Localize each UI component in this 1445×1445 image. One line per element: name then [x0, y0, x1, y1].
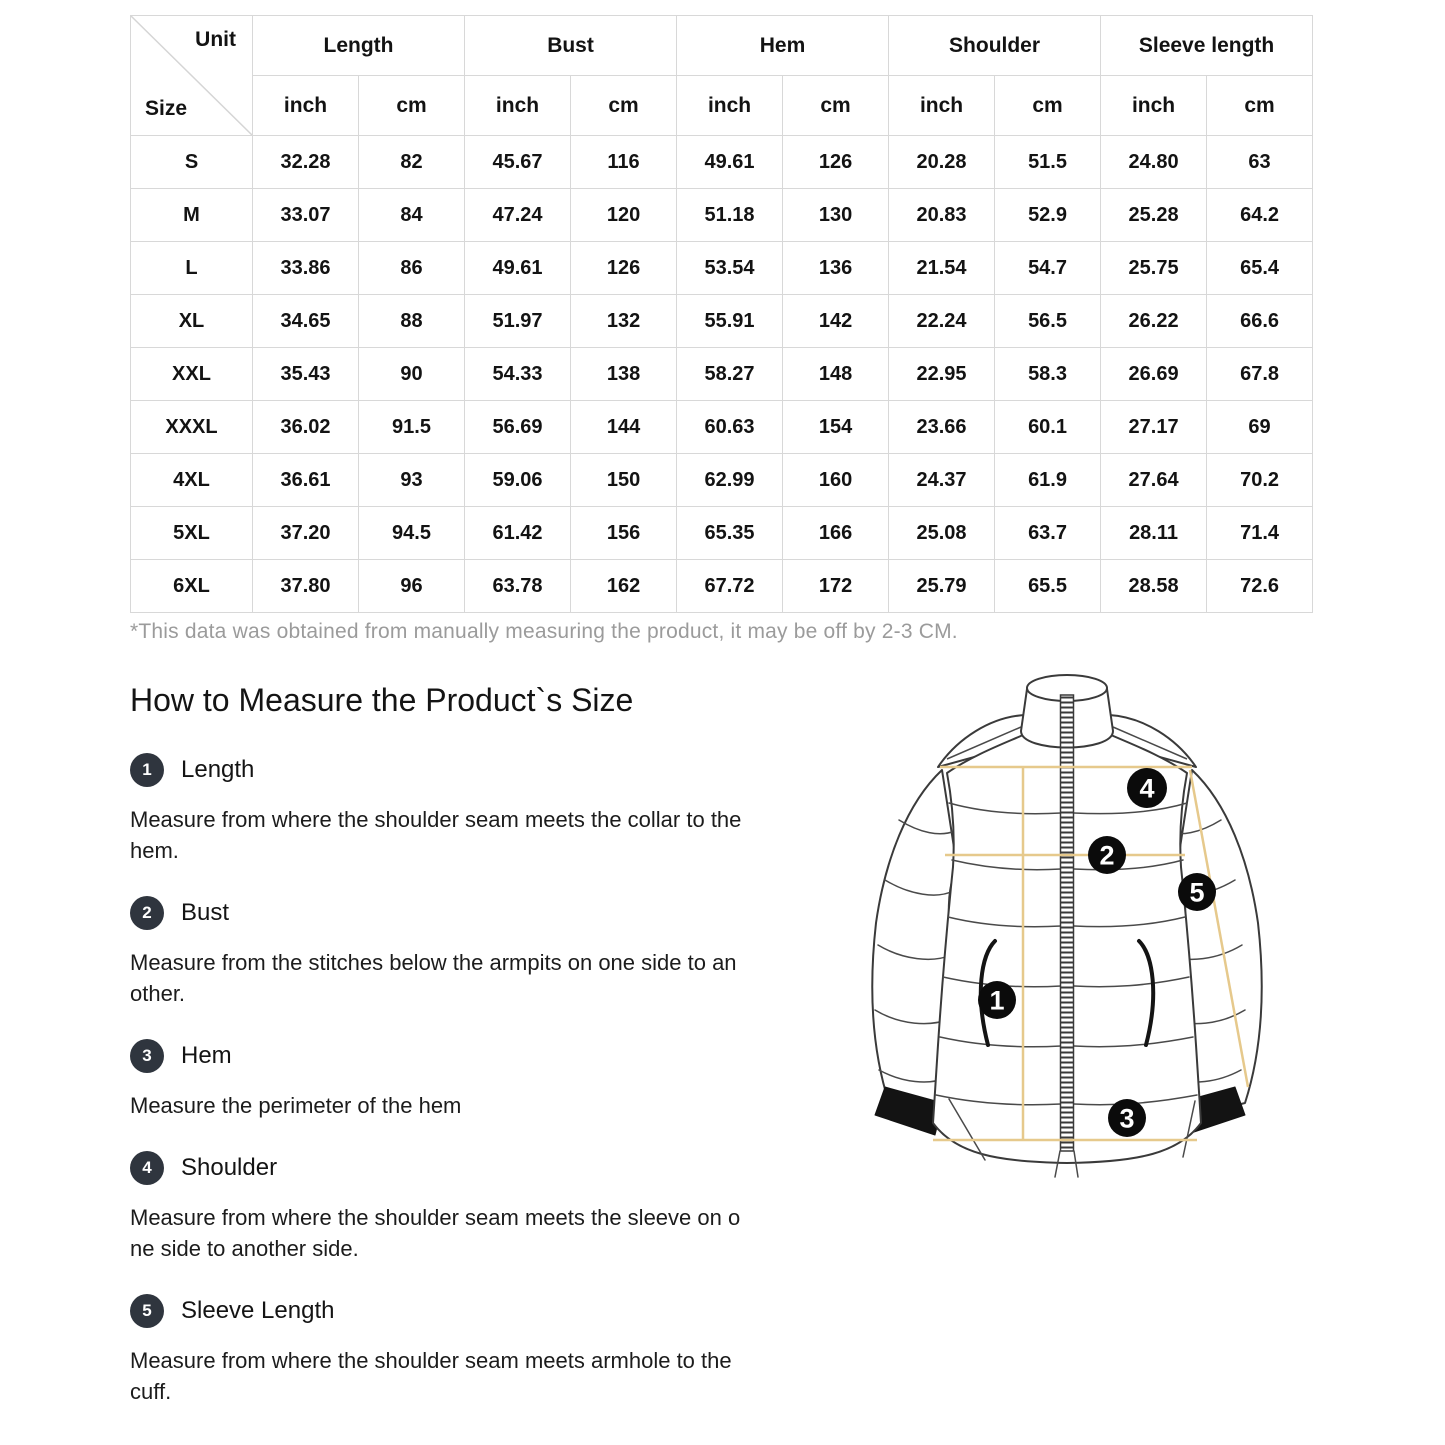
size-label: 4XL [131, 454, 253, 507]
table-cell: 60.63 [677, 401, 783, 454]
marker-2 [1088, 836, 1126, 874]
table-cell: 27.17 [1101, 401, 1207, 454]
unit-header: cm [995, 76, 1101, 136]
table-cell: 148 [783, 348, 889, 401]
table-cell: 82 [359, 136, 465, 189]
table-cell: 70.2 [1207, 454, 1313, 507]
size-label: 5XL [131, 507, 253, 560]
marker-3 [1108, 1099, 1146, 1137]
size-chart [130, 15, 1312, 613]
table-cell: 34.65 [253, 295, 359, 348]
measure-guide-list [130, 753, 795, 1437]
list-item [130, 1151, 795, 1264]
measurement-disclaimer: *This data was obtained from manually measuring the product, it may be off by 2-3 CM. [130, 620, 958, 643]
table-cell: 25.79 [889, 560, 995, 613]
table-cell: 138 [571, 348, 677, 401]
item-header [130, 1294, 795, 1328]
table-cell: 35.43 [253, 348, 359, 401]
item-header [130, 896, 795, 930]
table-cell: 93 [359, 454, 465, 507]
corner-unit-label: Unit [195, 28, 236, 51]
number-badge: 4 [130, 1151, 164, 1185]
unit-header: cm [571, 76, 677, 136]
table-cell: 67.8 [1207, 348, 1313, 401]
table-cell: 21.54 [889, 242, 995, 295]
table-cell: 28.11 [1101, 507, 1207, 560]
size-label: XL [131, 295, 253, 348]
table-cell: 55.91 [677, 295, 783, 348]
table-cell: 58.3 [995, 348, 1101, 401]
table-cell: 86 [359, 242, 465, 295]
table-cell: 37.20 [253, 507, 359, 560]
unit-header: inch [465, 76, 571, 136]
table-cell: 156 [571, 507, 677, 560]
table-row [131, 454, 1313, 507]
table-row [131, 295, 1313, 348]
table-cell: 23.66 [889, 401, 995, 454]
table-row [131, 189, 1313, 242]
table-cell: 65.5 [995, 560, 1101, 613]
zipper [1061, 695, 1074, 1151]
item-header [130, 753, 795, 787]
table-row [131, 136, 1313, 189]
table-cell: 63.78 [465, 560, 571, 613]
table-cell: 96 [359, 560, 465, 613]
unit-header: cm [1207, 76, 1313, 136]
svg-text:5: 5 [1189, 877, 1205, 908]
unit-header: inch [677, 76, 783, 136]
item-header [130, 1039, 795, 1073]
table-cell: 166 [783, 507, 889, 560]
list-item [130, 753, 795, 866]
marker-5 [1178, 873, 1216, 911]
table-cell: 32.28 [253, 136, 359, 189]
marker-1 [978, 981, 1016, 1019]
table-cell: 91.5 [359, 401, 465, 454]
table-cell: 136 [783, 242, 889, 295]
table-cell: 33.86 [253, 242, 359, 295]
item-description: Measure from the stitches below the armpits on one side to an other. [130, 950, 737, 1006]
list-item [130, 896, 795, 1009]
table-cell: 120 [571, 189, 677, 242]
table-cell: 51.97 [465, 295, 571, 348]
table-cell: 126 [571, 242, 677, 295]
number-badge: 1 [130, 753, 164, 787]
table-cell: 28.58 [1101, 560, 1207, 613]
unit-header: inch [1101, 76, 1207, 136]
table-row [131, 401, 1313, 454]
table-cell: 49.61 [677, 136, 783, 189]
table-cell: 71.4 [1207, 507, 1313, 560]
table-cell: 67.72 [677, 560, 783, 613]
table-cell: 54.33 [465, 348, 571, 401]
table-cell: 63 [1207, 136, 1313, 189]
table-cell: 36.61 [253, 454, 359, 507]
table-cell: 63.7 [995, 507, 1101, 560]
item-header [130, 1151, 795, 1185]
item-label: Length [181, 756, 255, 783]
col-group-length: Length [253, 16, 465, 76]
item-description: Measure from where the shoulder seam meets the collar to the hem. [130, 807, 742, 863]
col-group-hem: Hem [677, 16, 889, 76]
item-description: Measure from where the shoulder seam meets armhole to the cuff. [130, 1348, 732, 1404]
size-label: M [131, 189, 253, 242]
table-cell: 154 [783, 401, 889, 454]
item-label: Hem [181, 1042, 232, 1069]
table-cell: 25.28 [1101, 189, 1207, 242]
table-row [131, 560, 1313, 613]
table-cell: 53.54 [677, 242, 783, 295]
svg-text:4: 4 [1139, 773, 1155, 804]
table-cell: 144 [571, 401, 677, 454]
table-cell: 130 [783, 189, 889, 242]
table-cell: 27.64 [1101, 454, 1207, 507]
size-label: 6XL [131, 560, 253, 613]
table-cell: 22.24 [889, 295, 995, 348]
table-header-groups [131, 16, 1313, 76]
col-group-shoulder: Shoulder [889, 16, 1101, 76]
table-cell: 47.24 [465, 189, 571, 242]
col-group-sleeve-length: Sleeve length [1101, 16, 1313, 76]
list-item [130, 1294, 795, 1407]
table-cell: 25.08 [889, 507, 995, 560]
number-badge: 2 [130, 896, 164, 930]
table-cell: 51.18 [677, 189, 783, 242]
table-cell: 162 [571, 560, 677, 613]
size-label: S [131, 136, 253, 189]
table-header-units [131, 76, 1313, 136]
table-cell: 142 [783, 295, 889, 348]
table-cell: 116 [571, 136, 677, 189]
table-cell: 49.61 [465, 242, 571, 295]
table-cell: 65.35 [677, 507, 783, 560]
marker-4 [1127, 768, 1167, 808]
table-cell: 26.69 [1101, 348, 1207, 401]
table-cell: 51.5 [995, 136, 1101, 189]
table-cell: 126 [783, 136, 889, 189]
col-group-bust: Bust [465, 16, 677, 76]
puffer-jacket-illustration [845, 655, 1275, 1195]
table-cell: 69 [1207, 401, 1313, 454]
table-cell: 24.80 [1101, 136, 1207, 189]
table-cell: 132 [571, 295, 677, 348]
table-cell: 88 [359, 295, 465, 348]
table-cell: 20.83 [889, 189, 995, 242]
table-cell: 160 [783, 454, 889, 507]
svg-text:3: 3 [1119, 1103, 1135, 1134]
table-cell: 59.06 [465, 454, 571, 507]
size-table [130, 15, 1313, 613]
table-row [131, 348, 1313, 401]
table-cell: 24.37 [889, 454, 995, 507]
table-cell: 61.9 [995, 454, 1101, 507]
table-cell: 26.22 [1101, 295, 1207, 348]
table-cell: 36.02 [253, 401, 359, 454]
item-description: Measure the perimeter of the hem [130, 1093, 462, 1118]
table-row [131, 507, 1313, 560]
table-cell: 20.28 [889, 136, 995, 189]
item-label: Bust [181, 899, 230, 926]
item-label: Sleeve Length [181, 1297, 335, 1324]
table-cell: 61.42 [465, 507, 571, 560]
table-cell: 60.1 [995, 401, 1101, 454]
item-label: Shoulder [181, 1154, 278, 1181]
table-cell: 84 [359, 189, 465, 242]
svg-text:2: 2 [1099, 840, 1115, 871]
table-cell: 33.07 [253, 189, 359, 242]
corner-unit-size-cell [131, 16, 253, 136]
table-cell: 64.2 [1207, 189, 1313, 242]
table-cell: 94.5 [359, 507, 465, 560]
table-row [131, 242, 1313, 295]
table-cell: 90 [359, 348, 465, 401]
table-cell: 65.4 [1207, 242, 1313, 295]
table-cell: 22.95 [889, 348, 995, 401]
unit-header: inch [253, 76, 359, 136]
number-badge: 5 [130, 1294, 164, 1328]
size-label: XXXL [131, 401, 253, 454]
table-cell: 56.69 [465, 401, 571, 454]
unit-header: cm [783, 76, 889, 136]
size-label: L [131, 242, 253, 295]
jacket-measurement-diagram [845, 655, 1275, 1195]
table-cell: 52.9 [995, 189, 1101, 242]
unit-header: inch [889, 76, 995, 136]
table-cell: 56.5 [995, 295, 1101, 348]
corner-size-label: Size [145, 97, 188, 120]
item-description: Measure from where the shoulder seam meets the sleeve on o ne side to another side. [130, 1205, 741, 1261]
table-cell: 62.99 [677, 454, 783, 507]
table-cell: 37.80 [253, 560, 359, 613]
section-title: How to Measure the Product`s Size [130, 682, 634, 718]
table-cell: 25.75 [1101, 242, 1207, 295]
size-label: XXL [131, 348, 253, 401]
table-cell: 45.67 [465, 136, 571, 189]
table-cell: 54.7 [995, 242, 1101, 295]
table-cell: 150 [571, 454, 677, 507]
list-item [130, 1039, 795, 1121]
table-cell: 58.27 [677, 348, 783, 401]
number-badge: 3 [130, 1039, 164, 1073]
unit-header: cm [359, 76, 465, 136]
table-cell: 72.6 [1207, 560, 1313, 613]
table-cell: 172 [783, 560, 889, 613]
table-cell: 66.6 [1207, 295, 1313, 348]
svg-text:1: 1 [989, 985, 1005, 1016]
